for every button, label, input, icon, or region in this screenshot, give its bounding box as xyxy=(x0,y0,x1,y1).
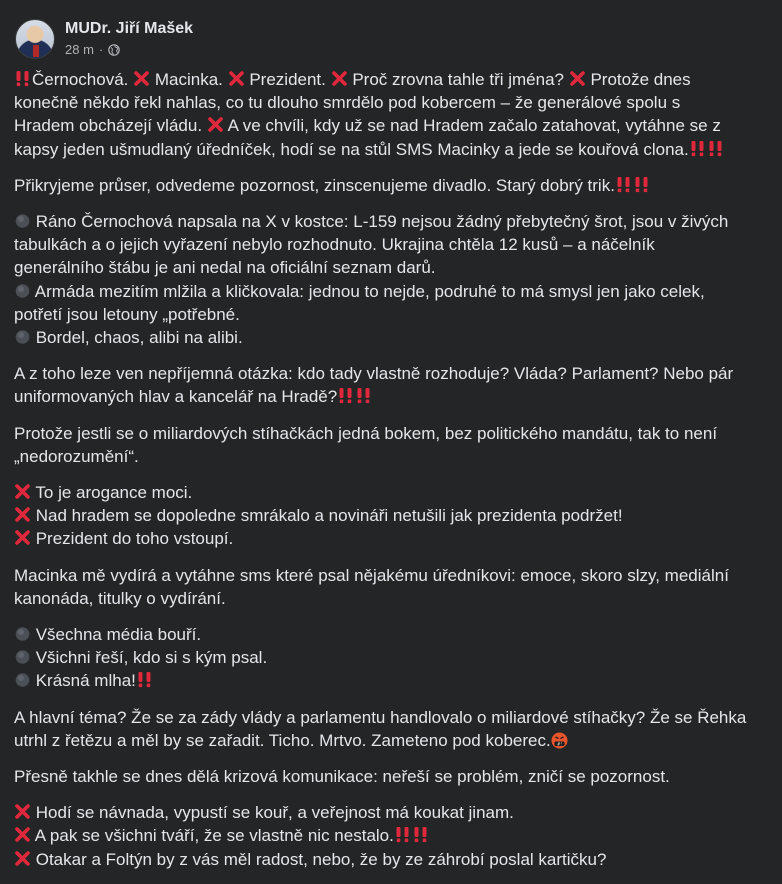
text-line: A z toho leze ven nepříjemná otázka: kdo tady vlastně rozhoduje? Vláda? Parlament? Nebo pár xyxy=(14,364,734,384)
black-circle-icon xyxy=(14,212,31,229)
text-line: A hlavní téma? Že se za zády vlády a parlamentu handlovalo o miliardové stíhačky? Že se Řehka xyxy=(14,707,747,727)
post-header-text xyxy=(65,19,193,59)
text-line xyxy=(14,481,770,504)
text-span: Protože dnes xyxy=(585,70,691,89)
cross-mark-icon xyxy=(569,70,586,87)
black-circle-icon xyxy=(14,328,31,345)
text-line xyxy=(14,848,770,871)
paragraph-6 xyxy=(14,481,770,551)
double-exclamation-icon xyxy=(412,826,430,843)
text-span: uniformovaných hlav a kancelář na Hradě? xyxy=(14,387,338,407)
text-line xyxy=(14,729,770,752)
text-line: tabulkách a o jejich vyřazení nebylo rozhodnuto. Ukrajina chtěla 12 kusů – a náčelník xyxy=(14,235,655,255)
paragraph-7 xyxy=(14,564,770,610)
text-line xyxy=(14,504,770,527)
cursing-face-icon xyxy=(551,732,568,749)
text-line xyxy=(14,646,770,669)
text-span: To je arogance moci. xyxy=(31,483,193,503)
post-meta xyxy=(65,41,193,59)
text-line xyxy=(14,174,770,197)
cross-mark-icon xyxy=(14,803,31,820)
text-line xyxy=(14,801,770,824)
post-content xyxy=(14,68,770,884)
text-span: Ráno Černochová napsala na X v kostce: L-159 nejsou žádný přebytečný šrot, jsou v živých xyxy=(31,212,729,232)
double-exclamation-icon xyxy=(394,826,412,843)
text-span: Proč zrovna tahle tři jména? xyxy=(347,70,569,89)
cross-mark-icon xyxy=(228,70,245,87)
globe-icon[interactable] xyxy=(108,44,120,56)
black-circle-icon xyxy=(14,648,31,665)
text-span: Prezident do toho vstoupí. xyxy=(31,529,234,549)
double-exclamation-icon xyxy=(14,70,32,87)
text-line xyxy=(14,280,770,303)
paragraph-10 xyxy=(14,765,770,788)
text-span: Krásná mlha! xyxy=(31,671,136,691)
text-line: kanonáda, titulky o vydírání. xyxy=(14,588,226,608)
text-line: potřetí jsou letouny „potřebné. xyxy=(14,304,240,324)
text-line xyxy=(14,824,770,847)
author-avatar[interactable] xyxy=(15,19,55,59)
black-circle-icon xyxy=(14,282,31,299)
text-span: Macinka. xyxy=(150,70,228,89)
cross-mark-icon xyxy=(133,70,150,87)
post-timestamp[interactable]: 28 m xyxy=(65,42,94,57)
meta-separator: · xyxy=(98,42,104,57)
double-exclamation-icon xyxy=(689,140,707,157)
text-line xyxy=(14,210,770,233)
double-exclamation-icon xyxy=(615,176,633,193)
text-span: A ve chvíli, kdy už se nad Hradem začalo zatahovat, vytáhne se z xyxy=(223,116,721,136)
text-line xyxy=(14,138,770,161)
author-name[interactable]: MUDr. Jiří Mašek xyxy=(65,20,194,37)
text-span: A pak se všichni tváří, že se vlastně nic nestalo. xyxy=(31,826,394,846)
double-exclamation-icon xyxy=(707,140,725,157)
paragraph-11 xyxy=(14,801,770,871)
double-exclamation-icon xyxy=(633,176,651,193)
paragraph-4 xyxy=(14,362,770,408)
cross-mark-icon xyxy=(14,826,31,843)
black-circle-icon xyxy=(14,671,31,688)
paragraph-5 xyxy=(14,422,770,468)
text-span: utrhl z řetězu a měl by se zařadit. Ticho. Mrtvo. Zameteno pod koberec. xyxy=(14,730,551,750)
text-line: Macinka mě vydírá a vytáhne sms které psal nějakému úředníkovi: emoce, skoro slzy, mediální xyxy=(14,565,729,585)
text-line xyxy=(14,623,770,646)
double-exclamation-icon xyxy=(136,671,154,688)
cross-mark-icon xyxy=(331,70,348,87)
text-line xyxy=(14,114,770,137)
text-span: Všichni řeší, kdo si s kým psal. xyxy=(31,648,268,668)
post-header xyxy=(15,18,193,60)
text-span: Otakar a Foltýn by z vás měl radost, nebo, že by ze záhrobí poslal kartičku? xyxy=(31,849,607,869)
text-span: Armáda mezitím mlžila a kličkovala: jednou to nejde, podruhé to má smysl jen jako celek, xyxy=(31,281,705,301)
paragraph-9 xyxy=(14,706,770,752)
text-span: Přikryjeme průser, odvedeme pozornost, zinscenujeme divadlo. Starý dobrý trik. xyxy=(14,175,615,195)
text-line: generálního štábu je ani nedal na oficiální seznam darů. xyxy=(14,258,436,278)
text-line xyxy=(14,68,770,91)
cross-mark-icon xyxy=(14,483,31,500)
text-span: Černochová. xyxy=(32,70,134,89)
text-line: Protože jestli se o miliardových stíhačkách jedná bokem, bez politického mandátu, tak to není xyxy=(14,423,718,443)
cross-mark-icon xyxy=(207,116,224,133)
text-span: Nad hradem se dopoledne smrákalo a novináři netušili jak prezidenta podržet! xyxy=(31,506,623,526)
black-circle-icon xyxy=(14,625,31,642)
cross-mark-icon xyxy=(14,850,31,867)
double-exclamation-icon xyxy=(337,387,355,404)
paragraph-3 xyxy=(14,210,770,349)
text-line xyxy=(14,385,770,408)
cross-mark-icon xyxy=(14,529,31,546)
double-exclamation-icon xyxy=(355,387,373,404)
paragraph-2 xyxy=(14,174,770,197)
text-span: Bordel, chaos, alibi na alibi. xyxy=(31,328,243,348)
paragraph-1 xyxy=(14,68,770,161)
text-span: Všechna média bouří. xyxy=(31,625,202,645)
cross-mark-icon xyxy=(14,506,31,523)
text-span: kapsy jeden ušmudlaný úředníček, hodí se na stůl SMS Macinky a jede se kouřová clona. xyxy=(14,139,689,159)
text-line: konečně někdo řekl nahlas, co tu dlouho smrdělo pod kobercem – že generálové spolu s xyxy=(14,93,681,113)
text-line xyxy=(14,669,770,692)
text-span: Hodí se návnada, vypustí se kouř, a veřejnost má koukat jinam. xyxy=(31,803,514,823)
text-span: Hradem obcházejí vládu. xyxy=(14,116,207,136)
text-span: Prezident. xyxy=(244,70,331,89)
text-line xyxy=(14,527,770,550)
text-line: „nedorozumění“. xyxy=(14,446,139,466)
paragraph-8 xyxy=(14,623,770,693)
text-line: Přesně takhle se dnes dělá krizová komunikace: neřeší se problém, zničí se pozornost. xyxy=(14,767,670,787)
text-line xyxy=(14,326,770,349)
